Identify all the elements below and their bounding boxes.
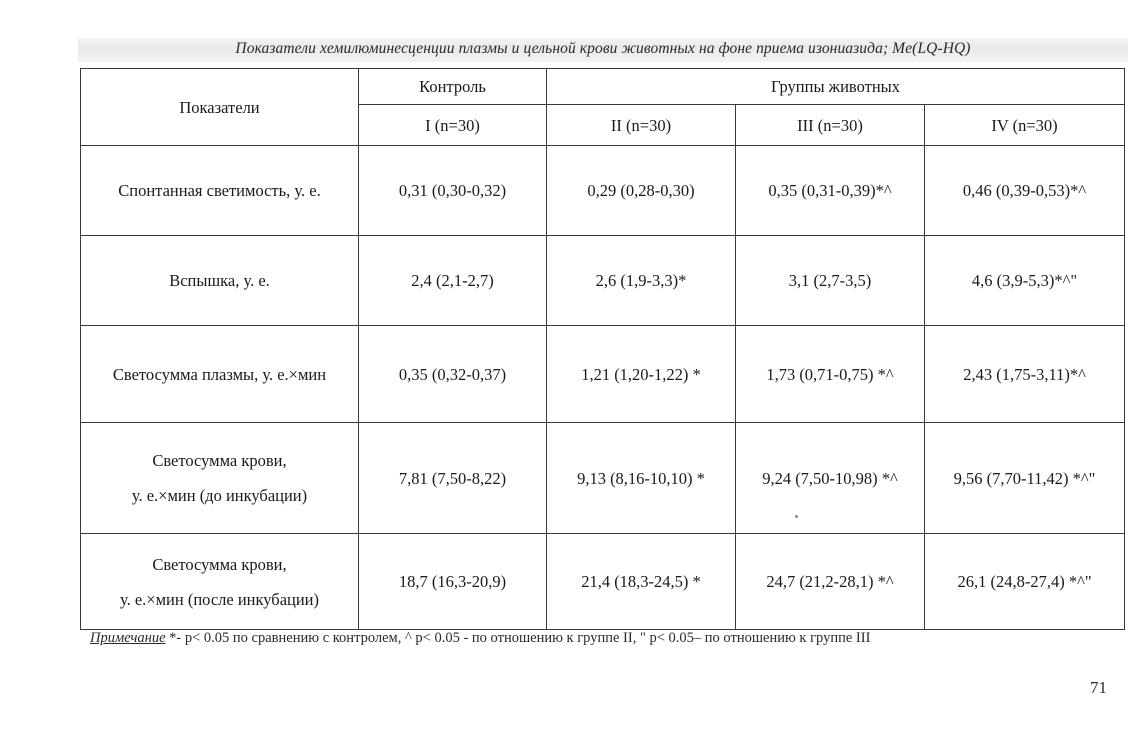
row-label-line: Вспышка, у. е. xyxy=(169,271,270,290)
row-label-line-2: у. е.×мин (до инкубации) xyxy=(131,486,308,505)
cell-value: 7,81 (7,50-8,22) xyxy=(359,423,547,534)
cell-value: 21,4 (18,3-24,5) * xyxy=(547,534,736,630)
row-label-line: Светосумма крови, xyxy=(152,451,287,470)
cell-value: 0,46 (0,39-0,53)*^ xyxy=(925,146,1125,236)
table-row xyxy=(81,423,1125,534)
row-label xyxy=(81,326,359,423)
table-note xyxy=(90,630,1090,647)
cell-value: 2,4 (2,1-2,7) xyxy=(359,236,547,326)
row-label-line: Светосумма крови, xyxy=(152,554,287,574)
row-label-line: Спонтанная светимость, у. е. xyxy=(118,181,321,200)
cell-value: 9,24 (7,50-10,98) *^ xyxy=(736,423,925,534)
header-group-1: I (n=30) xyxy=(359,105,547,146)
row-label xyxy=(81,534,359,630)
cell-value: 26,1 (24,8-27,4) *^" xyxy=(925,534,1125,630)
table-row xyxy=(81,534,1125,630)
cell-value: 0,35 (0,31-0,39)*^ xyxy=(736,146,925,236)
header-row-1 xyxy=(81,69,1125,105)
row-label-line: Светосумма плазмы, у. е.×мин xyxy=(112,364,327,384)
cell-value: 2,6 (1,9-3,3)* xyxy=(547,236,736,326)
cell-value: 3,1 (2,7-3,5) xyxy=(736,236,925,326)
cell-value: 9,13 (8,16-10,10) * xyxy=(547,423,736,534)
cell-value: 1,73 (0,71-0,75) *^ xyxy=(736,326,925,423)
scan-speck xyxy=(795,515,798,518)
header-indicators: Показатели xyxy=(81,69,359,146)
page-number: 71 xyxy=(1090,678,1107,697)
header-groups: Группы животных xyxy=(547,69,1125,105)
cell-value: 2,43 (1,75-3,11)*^ xyxy=(925,326,1125,423)
cell-value: 1,21 (1,20-1,22) * xyxy=(547,326,736,423)
cell-value: 0,35 (0,32-0,37) xyxy=(359,326,547,423)
cell-value: 0,29 (0,28-0,30) xyxy=(547,146,736,236)
cell-value: 4,6 (3,9-5,3)*^" xyxy=(925,236,1125,326)
header-group-4: IV (n=30) xyxy=(925,105,1125,146)
cell-value: 24,7 (21,2-28,1) *^ xyxy=(736,534,925,630)
cell-value: 9,56 (7,70-11,42) *^" xyxy=(925,423,1125,534)
table-row xyxy=(81,326,1125,423)
table-title: Показатели хемилюминесценции плазмы и цельной крови животных на фоне приема изониазида; Me(LQ-HQ) xyxy=(235,40,971,57)
header-control: Контроль xyxy=(359,69,547,105)
note-text: *- p< 0.05 по сравнению с контролем, ^ p< 0.05 - по отношению к группе II, " p< 0.05– по отношению к группе III xyxy=(165,630,871,646)
header-group-3: III (n=30) xyxy=(736,105,925,146)
table-row xyxy=(81,236,1125,326)
cell-value: 0,31 (0,30-0,32) xyxy=(359,146,547,236)
row-label xyxy=(81,146,359,236)
row-label xyxy=(81,236,359,326)
note-label: Примечание xyxy=(90,630,166,646)
cell-value: 18,7 (16,3-20,9) xyxy=(359,534,547,630)
table-row xyxy=(81,146,1125,236)
row-label-line-2: у. е.×мин (после инкубации) xyxy=(120,589,319,609)
header-group-2: II (n=30) xyxy=(547,105,736,146)
data-table xyxy=(80,68,1125,630)
row-label xyxy=(81,423,359,534)
